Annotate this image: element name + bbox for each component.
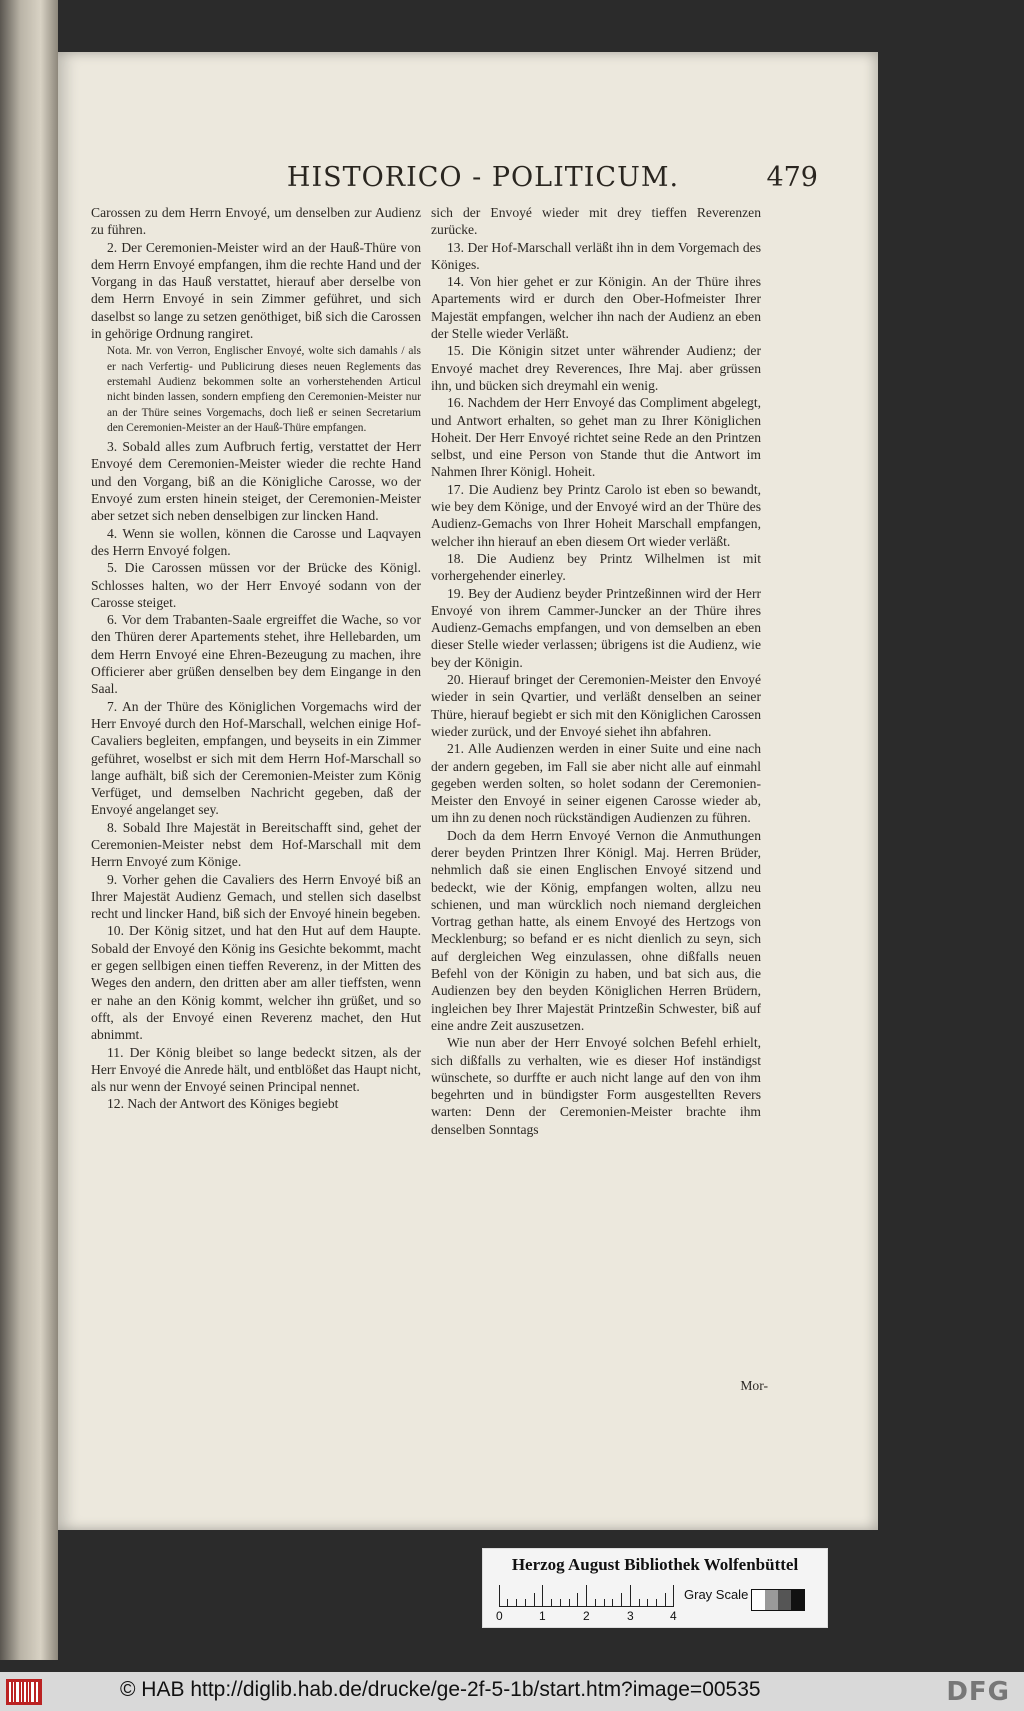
nota-paragraph: Nota. Mr. von Verron, Englischer Envoyé, wolte sich damahls / als er nach Verfertig- und Publicirung dieses neuen Reglements das erstemahl Audienz bekommen solte an vorherstehenden Articul nicht binden lassen, sondern empfieng den Ceremonien-Meister nur an der Thüre seines Vorgemachs, doch ließ er seinen Secretarium den Ceremonien-Meister an der Hauß-Thüre empfangen. — [107, 345, 421, 434]
paragraph: 17. Die Audienz bey Printz Carolo ist eben so bewandt, wie bey dem Könige, und der Envoyé wird an der Thüre des Audienz-Gemachs von Ihrer Hoheit Marschall empfangen, welcher ihn hierauf an eben diesem Ort wieder verläßt. — [431, 481, 761, 549]
paragraph: 16. Nachdem der Herr Envoyé das Compliment abgelegt, und Antwort erhalten, so gehet man zu Ihrer Königlichen Hoheit. Der Herr Envoyé richtet seine Rede an den Printzen selbst, und eine Person von Stande thut die Antwort im Nahmen Ihrer Königl. Hoheit. — [431, 395, 761, 480]
paragraph: 15. Die Königin sitzet unter währender Audienz; der Envoyé machet drey Reverences, Ihre Maj. aber grüssen ihn, und bücken sich dreymahl ein wenig. — [431, 343, 761, 393]
book-page — [58, 52, 878, 1530]
paragraph: Carossen zu dem Herrn Envoyé, um denselben zur Audienz zu führen. — [91, 205, 421, 238]
gray-scale-swatch — [751, 1589, 805, 1611]
paragraph: Wie nun aber der Herr Envoyé solchen Befehl erhielt, sich dißfalls zu verhalten, wie es dieser Hof inständigst wünschete, so durffte er auch nicht lange auf den von ihm begehrten und in bündigster Form ausgestellten Revers warten: Denn der Ceremonien-Meister brachte ihm denselben Sonntags — [431, 1035, 761, 1137]
running-title: HISTORICO - POLITICUM. — [286, 162, 680, 193]
right-text-column — [431, 204, 761, 1374]
paragraph: 2. Der Ceremonien-Meister wird an der Hauß-Thüre von dem Herrn Envoyé empfangen, ihm die rechte Hand und der Vorgang in das Hauß verstattet, hierauf aber derselbe von dem Herrn Envoyé in sein Zimmer geführet, und sich daselbst so lange zu setzen genöthiget, biß sich die Carossen in gehörige Ordnung rangiret. — [91, 239, 421, 342]
footer-bar — [0, 1672, 1024, 1711]
catchword: Mor- — [740, 1378, 768, 1393]
adjacent-page-edge — [0, 0, 58, 1660]
paragraph: 11. Der König bleibet so lange bedeckt sitzen, als der Herr Envoyé die Anrede hält, und entblößet das Haupt nicht, als nur wenn der Envoyé seinen Principal nennet. — [91, 1044, 421, 1095]
paragraph: 13. Der Hof-Marschall verläßt ihn in dem Vorgemach des Königes. — [431, 239, 761, 272]
paragraph: 4. Wenn sie wollen, können die Carosse und Laqvayen des Herrn Envoyé folgen. — [91, 525, 421, 558]
paragraph: Doch da dem Herrn Envoyé Vernon die Anmuthungen derer beyden Printzen Ihrer Königl. Maj. Herren Brüder, nehmlich daß sie einen Englischen Envoyé sitzend und bedeckt, wie der König, empfangen wolten, allzu neu schienen, und man würcklich noch niemand dergleichen Vortrag gethan hatte, als einem Envoyé des Hertzogs von Mecklenburg; so befand er es nicht dienlich zu seyn, sich auf dergleichen Weg einzulassen, ohne dißfalls neuen Befehl von der Königin zu haben, und bat sich aus, die Audienzen bey den beyden Königlichen Herren Brüdern, ingleichen bey Ihrer Majestät Printzeßin Schwester, biß auf eine andre Zeit auszusetzen. — [431, 827, 761, 1033]
ruler-label: 3 — [627, 1609, 634, 1623]
ruler-label: 0 — [496, 1609, 503, 1623]
paragraph: 10. Der König sitzet, und hat den Hut auf dem Haupte. Sobald der Envoyé den König ins Gesichte bekommt, macht er gegen sellbigen einen tieffen Reverenz, in der Mitten des Weges den andern, den dritten aber am aller tieffsten, wenn er nahe an den König kommt, welcher ihn grüßet, und so offt, als der Envoyé einen Reverenz machet, den Hut abnimmt. — [91, 923, 421, 1043]
gray-scale-label: Gray Scale — [684, 1587, 749, 1602]
footer-credit-link[interactable]: © HAB http://diglib.hab.de/drucke/ge-2f-5-1b/start.htm?image=00535 — [120, 1678, 761, 1701]
library-scale-label — [482, 1548, 828, 1628]
paragraph: 6. Vor dem Trabanten-Saale ergreiffet die Wache, so vor den Thüren derer Apartements stehet, ihre Hellebarden, um dem Herrn Envoyé eine Ehren-Bezeugung zu machen, ihre Officierer aber grüßen denselben bey dem Eingange in den Saal. — [91, 612, 421, 697]
barcode-icon — [6, 1679, 42, 1705]
left-text-column — [91, 204, 421, 1374]
ruler-label: 4 — [670, 1609, 677, 1623]
ruler-label: 2 — [583, 1609, 590, 1623]
paragraph: sich der Envoyé wieder mit drey tieffen Reverenzen zurücke. — [431, 205, 761, 238]
paragraph: 5. Die Carossen müssen vor der Brücke des Königl. Schlosses halten, wo der Herr Envoyé sodann von der Carosse steiget. — [91, 560, 421, 610]
paragraph: 9. Vorher gehen die Cavaliers des Herrn Envoyé biß an Ihrer Majestät Audienz Gemach, und stellen sich daselbst recht und lincker Hand, biß sich der Envoyé hinein begeben. — [91, 871, 421, 922]
paragraph: 21. Alle Audienzen werden in einer Suite und eine nach der andern gegeben, im Fall sie aber nicht alle auf einmahl gegeben werden solten, so holet sodann der Ceremonien-Meister den Envoyé in seiner eigenen Carosse wieder ab, um ihn zu denen noch rückständigen Audienzen zu führen. — [431, 741, 761, 826]
paragraph: 12. Nach der Antwort des Königes begiebt — [107, 1096, 339, 1112]
running-head — [258, 162, 818, 202]
paragraph: 3. Sobald alles zum Aufbruch fertig, verstattet der Herr Envoyé dem Ceremonien-Meister wieder die rechte Hand und den Vorgang, biß an die Königliche Carosse, wo der Envoyé zum ersten hinein steiget, der Ceremonien-Meister aber setzet sich neben denselbigen zur lincken Hand. — [91, 439, 421, 524]
paragraph: 18. Die Audienz bey Printz Wilhelmen ist mit vorhergehender einerley. — [431, 550, 761, 584]
ruler-labels — [496, 1609, 699, 1625]
paragraph: 14. Von hier gehet er zur Königin. An der Thüre ihres Apartements wird er durch den Ober-Hofmeister Ihrer Majestät empfangen, welcher ihn nach der Audienz an eben der Stelle wieder Verläßt. — [431, 274, 761, 342]
ruler-label: 1 — [539, 1609, 546, 1623]
dfg-logo: DFG — [946, 1677, 1010, 1707]
paragraph: 7. An der Thüre des Königlichen Vorgemachs wird der Herr Envoyé durch den Hof-Marschall, welchen einige Hof-Cavaliers begleiten, empfangen, und beyseits in ein Zimmer geführet, woselbst er sich mit dem Herrn Hof-Marschall so lange aufhält, biß sich der Ceremonien-Meister zum König Verfüget, und demselben Nachricht gegeben, daß der Envoyé angelanget sey. — [91, 698, 421, 818]
paragraph: 19. Bey der Audienz beyder Printzeßinnen wird der Herr Envoyé von ihrem Cammer-Juncker an der Thüre ihres Audienz-Gemachs empfangen, und von demselben an eben dieser Stelle wieder verlassen; übrigens ist die Audienz, wie bey der Königin. — [431, 585, 761, 670]
page-number: 479 — [766, 162, 818, 193]
library-name: Herzog August Bibliothek Wolfenbüttel — [511, 1555, 799, 1574]
paragraph: 20. Hierauf bringet der Ceremonien-Meister den Envoyé wieder in sein Qvartier, und verläßt denselben an seiner Thüre, hierauf begiebt er sich mit den Königlichen Carossen wieder zurück, und der Envoyé siehet ihn abfahren. — [431, 672, 761, 739]
ruler — [499, 1585, 674, 1607]
paragraph: 8. Sobald Ihre Majestät in Bereitschafft sind, gehet der Ceremonien-Meister nebst dem Hof-Marschall mit dem Herrn Envoyé zum Könige. — [91, 819, 421, 870]
